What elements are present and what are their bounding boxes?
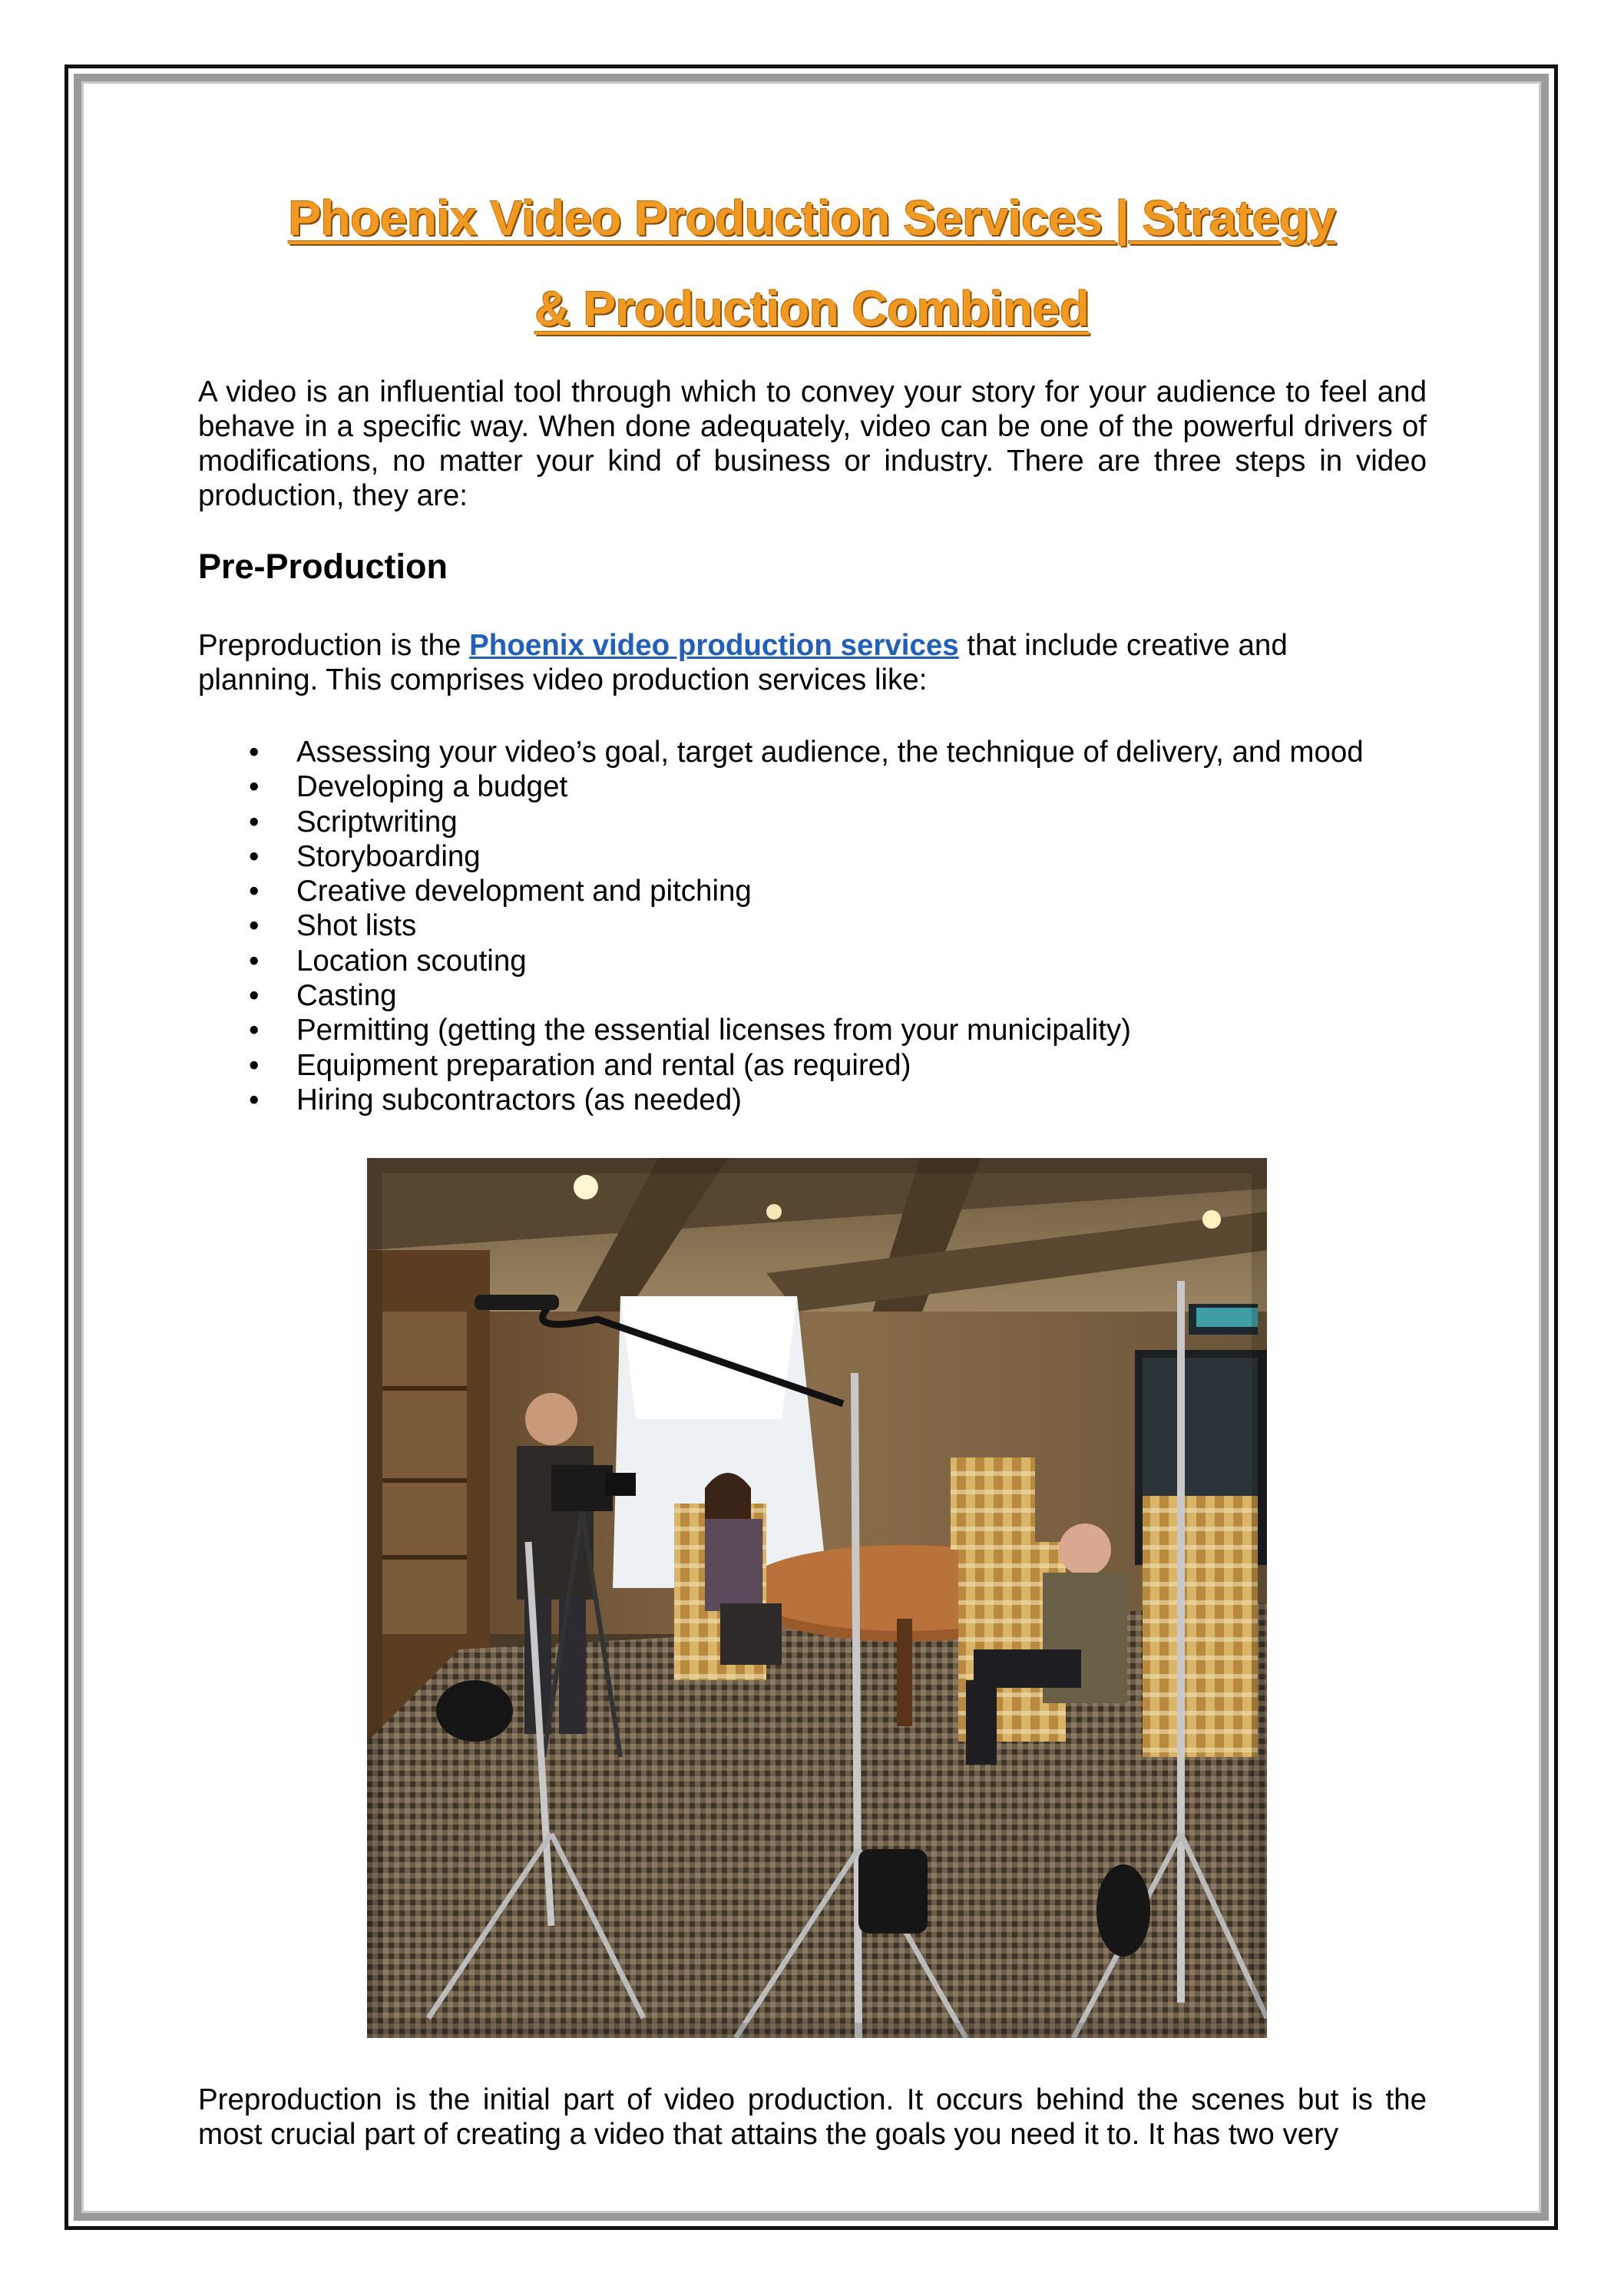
para-text-line2: planning. This comprises video production services like: (198, 663, 928, 696)
list-item: • Creative development and pitching (249, 875, 752, 908)
list-item: • Developing a budget (249, 770, 568, 804)
list-item: • Scriptwriting (249, 805, 458, 839)
bullet: • (249, 770, 260, 804)
list-item: • Location scouting (249, 944, 527, 978)
list-item: • Permitting (getting the essential licenses from your municipality) (249, 1014, 1132, 1047)
list-item: • Casting (249, 979, 397, 1013)
bullet: • (249, 1048, 260, 1082)
para-text-end: that include creative and (958, 629, 1288, 662)
para-text-start: Preproduction is the (198, 629, 470, 662)
list-item: • Assessing your video’s goal, target audience, the technique of delivery, and mood (249, 736, 1364, 769)
intro-paragraph: A video is an influential tool through which to convey your story for your audience to feel and behave in a specific way. When done adequately, video can be one of the powerful drivers of modifications, no matter your kind of business or industry. There are three steps in video production, they are: (198, 375, 1427, 512)
title-line-1: Phoenix Video Production Services | Strategy (288, 190, 1336, 246)
list-item: • Equipment preparation and rental (as required) (249, 1048, 911, 1082)
bullet: • (249, 909, 260, 943)
phoenix-video-link[interactable]: Phoenix video production services (469, 629, 959, 662)
list-item: • Hiring subcontractors (as needed) (249, 1083, 742, 1117)
bullet: • (249, 875, 260, 908)
bullet: • (249, 736, 260, 769)
title-line-2: & Production Combined (534, 281, 1090, 336)
page-title (200, 173, 1424, 354)
services-list (198, 735, 1364, 1117)
closing-paragraph: Preproduction is the initial part of video production. It occurs behind the scenes but is the most crucial part of creating a video that attains the goals you need it to. It has two very (198, 2083, 1427, 2151)
bullet: • (249, 944, 260, 978)
bullet: • (249, 1083, 260, 1117)
list-item: • Storyboarding (249, 839, 481, 873)
bullet: • (249, 1014, 260, 1047)
video-shoot-photo (367, 1158, 1267, 2038)
section-heading: Pre-Production (198, 547, 448, 586)
preproduction-paragraph (198, 628, 1427, 697)
bullet: • (249, 979, 260, 1013)
bullet: • (249, 805, 260, 839)
bullet: • (249, 839, 260, 873)
list-item: • Shot lists (249, 909, 417, 943)
